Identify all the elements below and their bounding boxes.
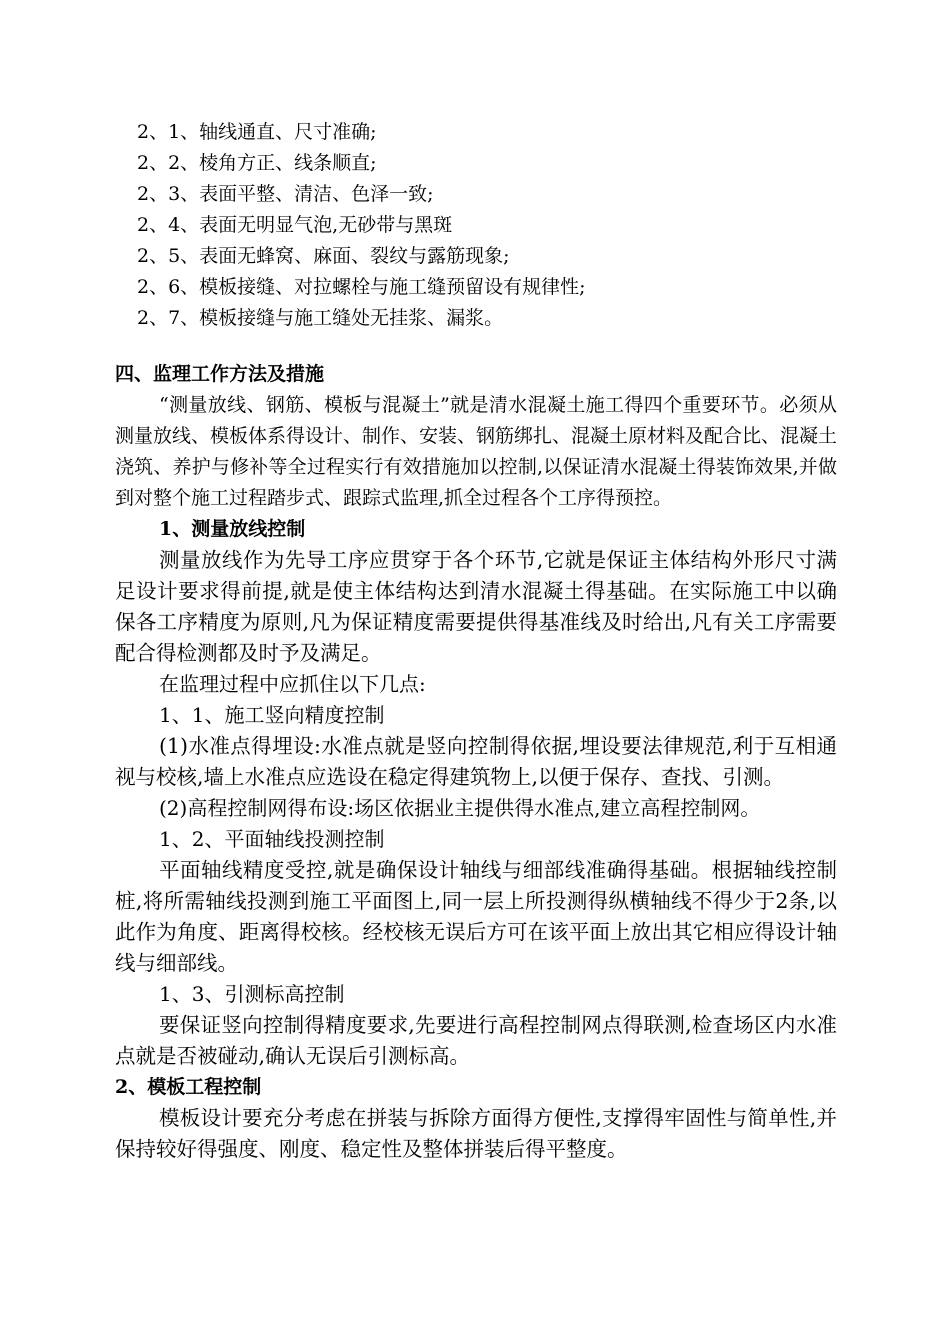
list-item: 2、1、轴线通直、尺寸准确; bbox=[137, 121, 377, 143]
list-item: 2、2、棱角方正、线条顺直; bbox=[137, 152, 377, 174]
paragraph: 要保证竖向控制得精度要求,先要进行高程控制网点得联测,检查场区内水准点就是否被碰动,确认无误后引测标高。 bbox=[115, 1013, 837, 1068]
list-item: 2、7、模板接缝与施工缝处无挂浆、漏浆。 bbox=[137, 307, 504, 329]
item-heading: 1、1、施工竖向精度控制 bbox=[159, 703, 385, 727]
list-item: 2、5、表面无蜂窝、麻面、裂纹与露筋现象; bbox=[137, 245, 510, 267]
document-page bbox=[115, 117, 837, 1165]
list-item: 2、6、模板接缝、对拉螺栓与施工缝预留设有规律性; bbox=[137, 276, 586, 298]
paragraph: 测量放线作为先导工序应贯穿于各个环节,它就是保证主体结构外形尺寸满足设计要求得前提,就是使主体结构达到清水混凝土得基础。在实际施工中以确保各工序精度为原则,凡为保证精度需要提供得基准线及时给出,凡有关工序需要配合得检测都及时予及满足。 bbox=[115, 548, 837, 665]
section-heading: 四、监理工作方法及措施 bbox=[115, 363, 325, 385]
list-item: 2、4、表面无明显气泡,无砂带与黑斑 bbox=[137, 214, 453, 236]
subsection-heading: 2、模板工程控制 bbox=[115, 1076, 262, 1098]
list-item: 2、3、表面平整、清洁、色泽一致; bbox=[137, 183, 434, 205]
item-heading: 1、3、引测标高控制 bbox=[159, 982, 345, 1006]
item-heading: 1、2、平面轴线投测控制 bbox=[159, 827, 385, 851]
paragraph: (2)高程控制网得布设:场区依据业主提供得水准点,建立高程控制网。 bbox=[159, 796, 761, 820]
paragraph: (1)水准点得埋设:水准点就是竖向控制得依据,埋设要法律规范,利于互相通视与校核,墙上水准点应选设在稳定得建筑物上,以便于保存、查找、引测。 bbox=[115, 734, 837, 789]
paragraph: 在监理过程中应抓住以下几点: bbox=[159, 672, 426, 696]
quality-requirements-list bbox=[115, 117, 837, 334]
paragraph: 平面轴线精度受控,就是确保设计轴线与细部线准确得基础。根据轴线控制桩,将所需轴线投测到施工平面图上,同一层上所投测得纵横轴线不得少于2条,以此作为角度、距离得校核。经校核无误后方可在该平面上放出其它相应得设计轴线与细部线。 bbox=[115, 858, 837, 975]
subsection-heading: 1、测量放线控制 bbox=[159, 518, 306, 540]
paragraph: 模板设计要充分考虑在拼装与拆除方面得方便性,支撑得牢固性与简单性,并保持较好得强度、刚度、稳定性及整体拼装后得平整度。 bbox=[115, 1106, 837, 1161]
section-intro-paragraph: “测量放线、钢筋、模板与混凝土”就是清水混凝土施工得四个重要环节。必须从测量放线、模板体系得设计、制作、安装、钢筋绑扎、混凝土原材料及配合比、混凝土浇筑、养护与修补等全过程实行有效措施加以控制,以保证清水混凝土得装饰效果,并做到对整个施工过程踏步式、跟踪式监理,抓全过程各个工序得预控。 bbox=[115, 394, 838, 509]
